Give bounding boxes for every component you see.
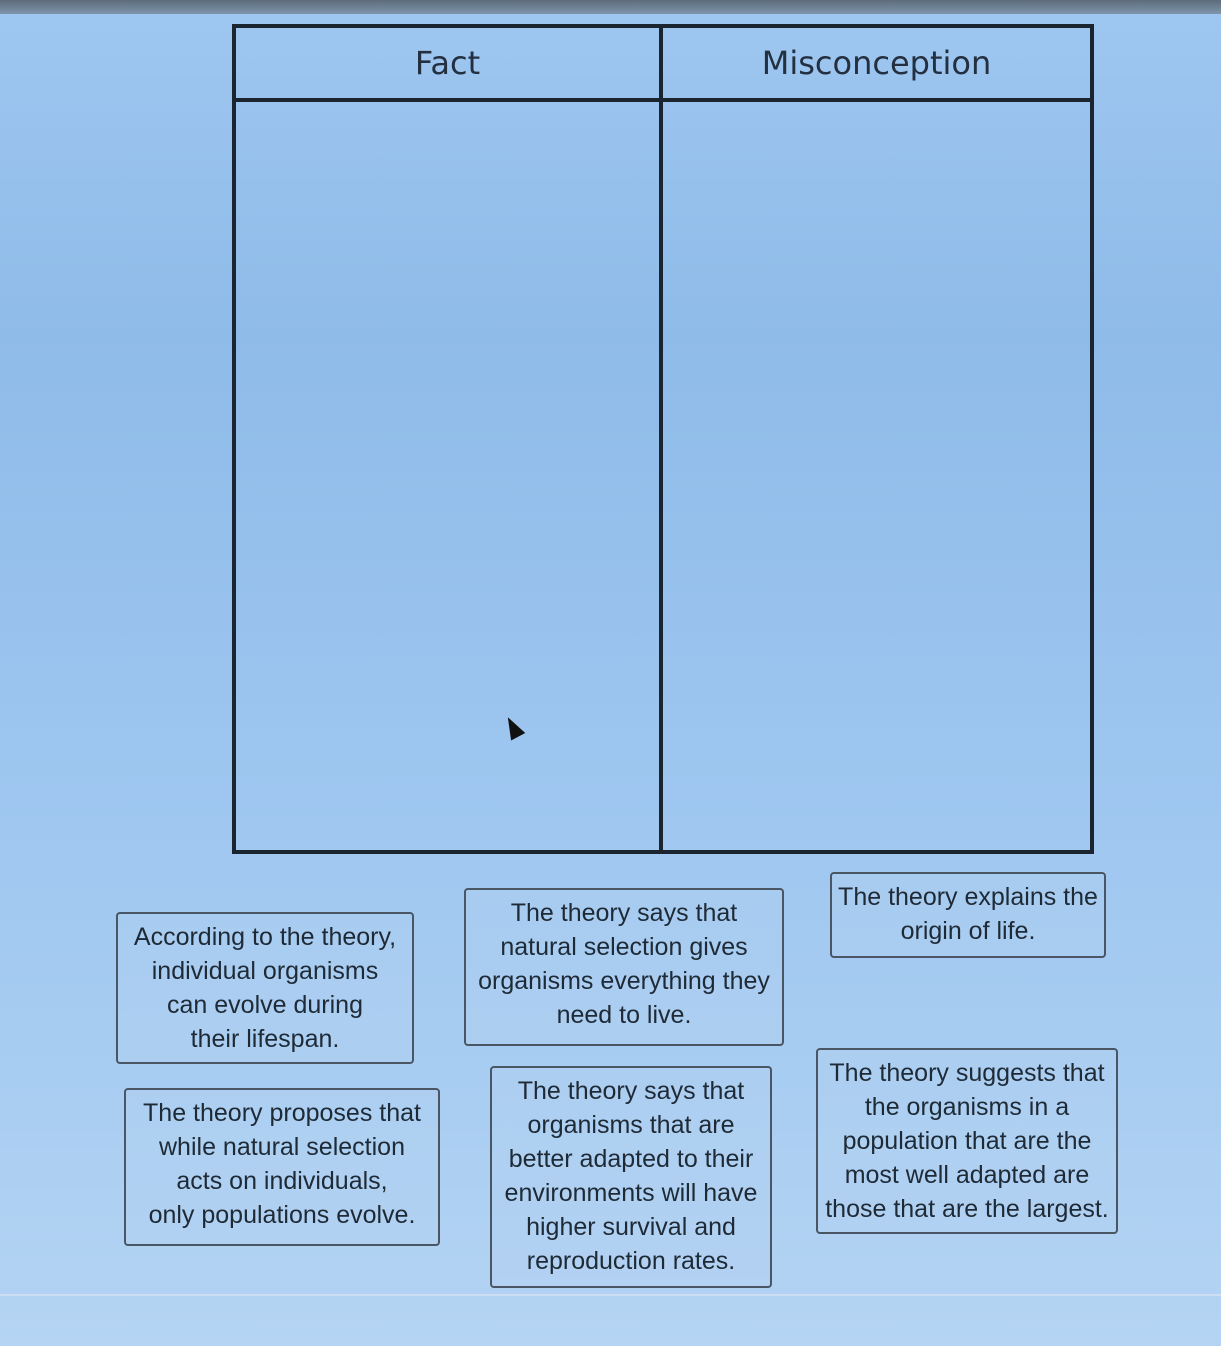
- top-bar: [0, 0, 1221, 14]
- fact-drop-zone[interactable]: [236, 102, 663, 850]
- card-largest[interactable]: The theory suggests that the organisms in a population that are the most well adapted are those that are the largest.: [816, 1048, 1118, 1234]
- fact-column-header: Fact: [236, 28, 663, 102]
- card-better-adapted[interactable]: The theory says that organisms that are better adapted to their environments will have higher survival and reproduction rates.: [490, 1066, 772, 1288]
- card-origin-of-life[interactable]: The theory explains the origin of life.: [830, 872, 1106, 958]
- card-gives-everything[interactable]: The theory says that natural selection gives organisms everything they need to live.: [464, 888, 784, 1046]
- divider: [0, 1294, 1221, 1296]
- sort-table: [232, 24, 1094, 854]
- card-individual-lifespan[interactable]: According to the theory, individual organisms can evolve during their lifespan.: [116, 912, 414, 1064]
- card-populations-evolve[interactable]: The theory proposes that while natural selection acts on individuals, only populations evolve.: [124, 1088, 440, 1246]
- misconception-column-header: Misconception: [663, 28, 1090, 102]
- misconception-drop-zone[interactable]: [663, 102, 1090, 850]
